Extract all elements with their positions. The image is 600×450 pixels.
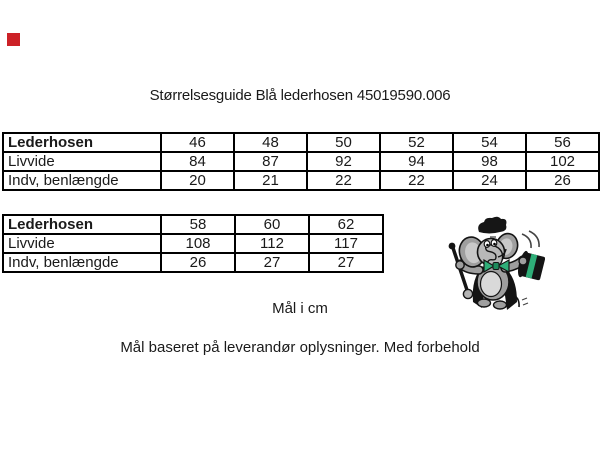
row-label-benlaengde: Indv, benlængde (3, 253, 161, 272)
size-cell: 52 (380, 133, 453, 152)
page-title: Størrelsesguide Blå lederhosen 45019590.006 (149, 87, 451, 104)
row-label-livvide: Livvide (3, 234, 161, 253)
table-row-sizes (3, 133, 599, 152)
leg-cell: 22 (307, 171, 380, 190)
waist-cell: 84 (161, 152, 234, 171)
size-cell: 54 (453, 133, 526, 152)
unit-note: Mål i cm (272, 300, 328, 317)
table-row-sizes (3, 215, 383, 234)
waist-cell: 87 (234, 152, 307, 171)
belly (481, 272, 502, 297)
size-cell: 50 (307, 133, 380, 152)
size-cell: 56 (526, 133, 599, 152)
table-row-leg-length (3, 171, 599, 190)
leg-cell: 26 (161, 253, 235, 272)
waist-cell: 102 (526, 152, 599, 171)
leg-cell: 22 (380, 171, 453, 190)
size-cell: 46 (161, 133, 234, 152)
waist-cell: 117 (309, 234, 383, 253)
table-row-waist (3, 152, 599, 171)
row-label-livvide: Livvide (3, 152, 161, 171)
elephant-mascot-icon (443, 212, 545, 312)
bow-tie-knot (493, 263, 499, 270)
disclaimer-text: Mål baseret på leverandør oplysninger. Med forbehold (120, 339, 480, 356)
cane-knob (449, 243, 456, 250)
table-row-waist (3, 234, 383, 253)
hand-right (519, 257, 527, 265)
row-label-lederhosen: Lederhosen (3, 215, 161, 234)
pupil (486, 244, 489, 247)
table-row-leg-length (3, 253, 383, 272)
red-square-marker (7, 33, 20, 46)
motion-arc (522, 234, 531, 248)
size-cell: 58 (161, 215, 235, 234)
pupil (493, 243, 496, 246)
leg-cell: 20 (161, 171, 234, 190)
size-cell: 48 (234, 133, 307, 152)
waist-cell: 98 (453, 152, 526, 171)
waist-cell: 112 (235, 234, 309, 253)
row-label-benlaengde: Indv, benlængde (3, 171, 161, 190)
row-label-lederhosen: Lederhosen (3, 133, 161, 152)
leg-cell: 24 (453, 171, 526, 190)
leg-cell: 21 (234, 171, 307, 190)
waist-cell: 108 (161, 234, 235, 253)
size-table-primary (2, 132, 600, 191)
hair-tuft (478, 217, 506, 234)
size-table-secondary (2, 214, 384, 273)
leg-cell: 27 (235, 253, 309, 272)
size-cell: 60 (235, 215, 309, 234)
waist-cell: 94 (380, 152, 453, 171)
top-hat-icon (516, 250, 545, 282)
cane-ball (463, 289, 472, 298)
waist-cell: 92 (307, 152, 380, 171)
leg-cell: 26 (526, 171, 599, 190)
leg-cell: 27 (309, 253, 383, 272)
size-cell: 62 (309, 215, 383, 234)
